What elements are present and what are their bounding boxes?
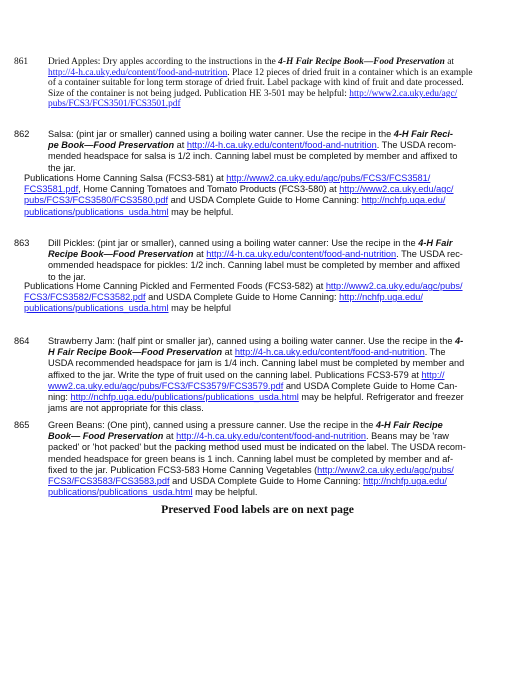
text-line	[24, 292, 512, 303]
text-line	[48, 442, 502, 453]
text-run: Dill Pickles: (pint jar or smaller), canned using a boiling water canner: Use the recipe in the	[48, 238, 419, 248]
text-line	[48, 336, 502, 347]
book-title: H Fair Recipe Book—Food Preservation	[48, 347, 223, 358]
text-run: Strawberry Jam: (half pint or smaller jar), canned using a boiling water canner. Use the recipe in the	[48, 336, 455, 346]
hyperlink[interactable]: http://nchfp.uga.edu/	[363, 476, 447, 487]
text-run: . The USDA rec-	[396, 249, 463, 260]
text-run: Dried Apples: Dry apples according to the instructions in the	[48, 57, 279, 67]
text-run: . The	[424, 347, 446, 358]
text-line	[48, 431, 502, 442]
text-line	[24, 281, 512, 292]
text-line	[48, 487, 502, 498]
hyperlink[interactable]: pubs/FCS3/FCS3501/FCS3501.pdf	[48, 99, 181, 110]
book-title: pe Book—Food Preservation	[48, 140, 175, 151]
text-run: may be helpful. Refrigerator and freezer	[298, 392, 464, 403]
hyperlink[interactable]: http://4-h.ca.uky.edu/content/food-and-nutrition	[48, 67, 228, 78]
entry-text	[48, 420, 502, 498]
text-run: , Home Canning Tomatoes and Tomato Products (FCS3-580) at	[78, 184, 340, 195]
text-line	[48, 403, 502, 414]
book-title: 4-	[455, 336, 464, 346]
entry-text	[48, 336, 502, 414]
text-run: ning:	[48, 392, 71, 403]
text-run: at	[174, 140, 187, 151]
text-line	[48, 68, 502, 79]
hyperlink[interactable]: http://4-h.ca.uky.edu/content/food-and-nutrition	[234, 347, 425, 358]
text-run: Green Beans: (One pint), canned using a pressure canner. Use the recipe in the	[48, 420, 376, 430]
text-line	[48, 99, 502, 110]
book-title: 4-H Fair	[418, 238, 453, 248]
publications-text	[24, 281, 512, 315]
text-line	[48, 89, 502, 100]
entry-number: 865	[14, 420, 30, 430]
text-line	[48, 57, 502, 68]
entry-text	[48, 238, 502, 283]
text-line	[48, 249, 502, 260]
book-title: 4-H Fair Reci-	[393, 129, 453, 139]
text-line	[48, 238, 502, 249]
hyperlink[interactable]: http://nchfp.uga.edu/	[361, 195, 446, 206]
book-title: 4-H Fair Recipe Book—Food Preservation	[278, 57, 445, 67]
text-run: . Place 12 pieces of dried fruit in a container which is an example	[227, 67, 473, 78]
text-run: Publications Home Canning Pickled and Fermented Foods (FCS3-582) at	[24, 281, 326, 291]
text-line	[48, 260, 502, 271]
hyperlink[interactable]: http://4-h.ca.uky.edu/content/food-and-nutrition	[206, 249, 397, 260]
text-run: . The USDA recom-	[376, 140, 457, 151]
book-title: Recipe Book—Food Preservation	[48, 249, 194, 260]
hyperlink[interactable]: http://www2.ca.uky.edu/agc/	[349, 88, 458, 99]
text-run: may be helpful.	[168, 206, 234, 217]
text-run: . Beans may be 'raw	[365, 431, 449, 442]
text-run: may be helpful.	[192, 487, 258, 498]
text-run: fixed to the jar. Publication FCS3-583 Home Canning Vegetables (	[48, 464, 318, 475]
hyperlink[interactable]: publications/publications_usda.html	[24, 206, 169, 217]
text-run: may be helpful	[168, 303, 231, 314]
entry-text	[48, 57, 502, 110]
text-run: Salsa: (pint jar or smaller) canned using a boiling water canner. Use the recipe in the	[48, 129, 394, 139]
hyperlink[interactable]: http://www2.ca.uky.edu/agc/pubs/FCS3/FCS3581/	[226, 173, 431, 183]
text-run: mended headspace for green beans is 1 inch. Canning label must be completed by member and af-	[48, 453, 454, 464]
text-line	[24, 303, 512, 314]
text-line	[48, 140, 502, 151]
text-line	[48, 381, 502, 392]
text-line	[48, 129, 502, 140]
text-run: ommended headspace for pickles: 1/2 inch. Canning label must be completed by member and affixed	[48, 260, 460, 271]
entry-number: 864	[14, 336, 30, 346]
text-run: Publications Home Canning Salsa (FCS3-581) at	[24, 173, 227, 183]
text-run: and USDA Complete Guide to Home Canning:	[168, 195, 362, 206]
text-run: mended headspace for salsa is 1/2 inch. Canning label must be completed by member and affixed to	[48, 151, 458, 162]
text-run: Size of the container is not being judged. Publication HE 3-501 may be helpful:	[48, 88, 350, 99]
hyperlink[interactable]: http://4-h.ca.uky.edu/content/food-and-nutrition	[176, 431, 366, 442]
text-line	[48, 465, 502, 476]
text-line	[48, 370, 502, 381]
text-run: and USDA Complete Guide to Home Can-	[283, 380, 458, 391]
book-title: Book— Food Preservation	[48, 431, 164, 442]
hyperlink[interactable]: http://nchfp.uga.edu/	[339, 292, 423, 303]
text-run: at	[163, 431, 177, 442]
text-run: the jar.	[48, 162, 76, 173]
text-run: USDA recommended headspace for jam is 1/4 inch. Canning label must be completed by member and	[48, 358, 465, 369]
text-run: jams are not appropriate for this class.	[48, 403, 204, 414]
footer-note: Preserved Food labels are on next page	[161, 503, 354, 516]
text-run: at	[193, 249, 207, 260]
hyperlink[interactable]: http://www2.ca.uky.edu/agc/pubs/	[317, 464, 454, 475]
text-run: and USDA Complete Guide to Home Canning:	[169, 476, 364, 487]
text-run: affixed to the jar. Write the type of fruit used on the canning label. Publications FCS3-579 at	[48, 369, 422, 380]
text-line	[48, 476, 502, 487]
text-run: packed' or 'hot packed' but the packing method used must be indicated on the label. The USDA recom-	[48, 442, 466, 453]
hyperlink[interactable]: FCS3581.pdf	[24, 184, 79, 195]
text-run: to the jar.	[48, 271, 86, 282]
text-line	[48, 347, 502, 358]
text-line	[48, 454, 502, 465]
hyperlink[interactable]: FCS3/FCS3583/FCS3583.pdf	[48, 476, 170, 487]
publications-text	[24, 173, 512, 218]
entry-number: 862	[14, 129, 30, 139]
entry-text	[48, 129, 502, 174]
hyperlink[interactable]: www2.ca.uky.edu/agc/pubs/FCS3/FCS3579/FCS3579.pdf	[48, 380, 284, 391]
text-line	[48, 151, 502, 162]
entry-number: 861	[14, 57, 29, 67]
hyperlink[interactable]: http://nchfp.uga.edu/publications/publications_usda.html	[70, 392, 299, 403]
text-line	[24, 173, 512, 184]
text-line	[48, 420, 502, 431]
entry-number: 863	[14, 238, 30, 248]
book-title: 4-H Fair Recipe	[375, 420, 443, 430]
text-run: at	[222, 347, 235, 358]
text-line	[24, 207, 512, 218]
text-line	[48, 358, 502, 369]
text-run: and USDA Complete Guide to Home Canning:	[145, 292, 340, 303]
text-line	[48, 78, 502, 89]
hyperlink[interactable]: http://www2.ca.uky.edu/agc/pubs/	[325, 281, 463, 291]
hyperlink[interactable]: FCS3/FCS3582/FCS3582.pdf	[24, 292, 146, 303]
text-run: at	[444, 57, 454, 67]
hyperlink[interactable]: http://www2.ca.uky.edu/agc/	[339, 184, 454, 195]
text-line	[24, 184, 512, 195]
text-run: of a container suitable for long term storage of dried fruit. Label package with kind of fruit and date processed.	[48, 78, 464, 89]
hyperlink[interactable]: pubs/FCS3/FCS3580/FCS3580.pdf	[24, 195, 169, 206]
hyperlink[interactable]: http://4-h.ca.uky.edu/content/food-and-nutrition	[186, 140, 377, 151]
text-line	[48, 392, 502, 403]
hyperlink[interactable]: publications/publications_usda.html	[48, 487, 193, 498]
hyperlink[interactable]: publications/publications_usda.html	[24, 303, 169, 314]
hyperlink[interactable]: http://	[421, 369, 445, 380]
text-line	[24, 195, 512, 206]
